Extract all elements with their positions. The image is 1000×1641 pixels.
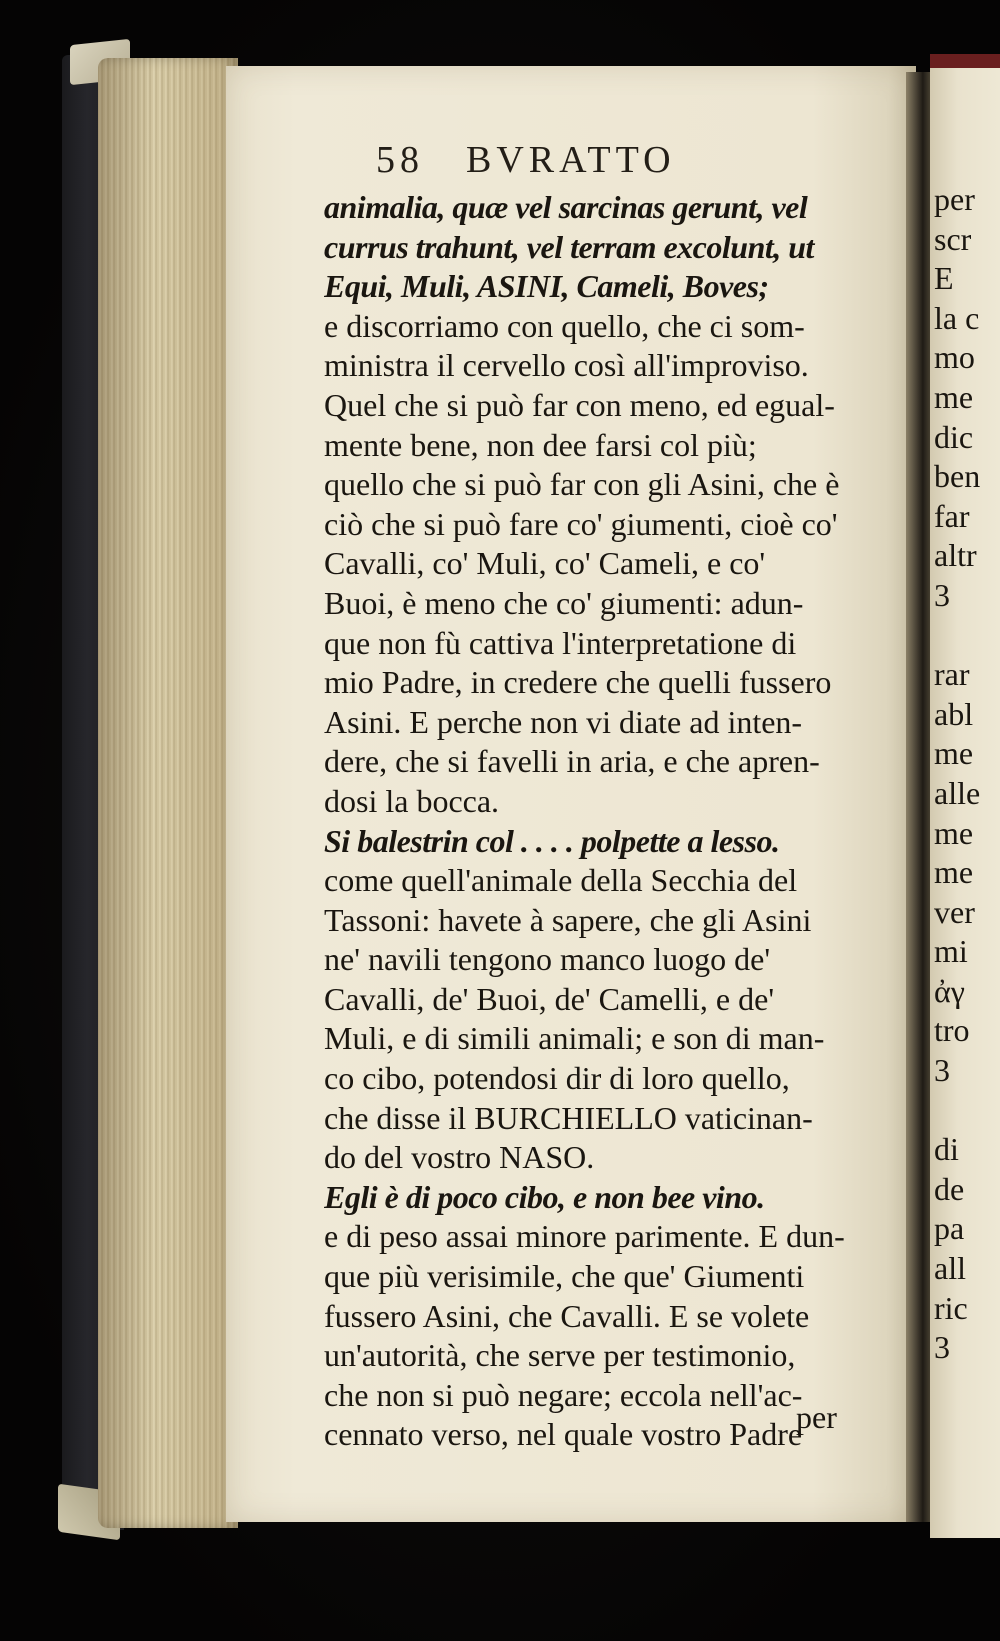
right-text-line: 3 [934, 1052, 950, 1089]
right-text-line: ἀγ [934, 972, 965, 1009]
text-line: ne' navili tengono manco luogo de' [324, 941, 771, 978]
right-text-line: alle [934, 774, 981, 811]
text-line: mente bene, non dee farsi col più; [324, 426, 757, 463]
running-header [376, 138, 676, 182]
text-line: che non si può negare; eccola nell'ac- [324, 1376, 803, 1413]
text-line: Cavalli, de' Buoi, de' Camelli, e de' [324, 980, 775, 1017]
right-text-line: ben [934, 458, 981, 495]
text-line: Buoi, è meno che co' giumenti: adun- [324, 584, 804, 621]
text-line: mio Padre, in credere che quelli fussero [324, 664, 832, 701]
right-text-line: me [934, 735, 974, 772]
text-line: do del vostro NASO. [324, 1139, 595, 1176]
right-text-line [934, 1091, 980, 1131]
left-page [226, 66, 916, 1522]
text-line: dere, che si favelli in aria, e che apren- [324, 743, 820, 780]
right-text-line: scr [934, 220, 972, 257]
text-line: Muli, e di simili animali; e son di man- [324, 1020, 825, 1057]
text-line: Cavalli, co' Muli, co' Cameli, e co' [324, 545, 766, 582]
text-line: cennato verso, nel quale vostro Padre [324, 1416, 803, 1453]
running-head-title: BVRATTO [466, 139, 676, 181]
text-line: come quell'animale della Secchia del [324, 862, 798, 899]
text-line: e di peso assai minore parimente. E dun- [324, 1218, 845, 1255]
text-line: Asini. E perche non vi diate ad inten- [324, 703, 803, 740]
right-text-line: tro [934, 1012, 970, 1049]
right-text-line: me [934, 814, 974, 851]
right-text-line: mo [934, 339, 975, 376]
text-line: animalia, quæ vel sarcinas gerunt, vel [324, 189, 808, 225]
right-text-line: dic [934, 418, 974, 455]
right-text-line: per [934, 181, 975, 217]
right-text-line: de [934, 1170, 965, 1207]
right-text-line: mi [934, 933, 968, 970]
text-line: che disse il BURCHIELLO vaticinan- [324, 1099, 813, 1136]
right-text-line: far [934, 497, 970, 534]
catchword: per [796, 1399, 837, 1435]
text-line: un'autorità, che serve per testimonio, [324, 1337, 796, 1374]
right-text-line: all [934, 1250, 966, 1287]
right-text-line: altr [934, 537, 977, 574]
text-line: dosi la bocca. [324, 782, 500, 819]
right-page-fragment [930, 68, 1000, 1538]
body-text [324, 188, 904, 1455]
page-number: 58 [376, 139, 424, 181]
text-line: Si balestrin col . . . . polpette a lesso. [324, 822, 780, 859]
right-text-line: rar [934, 656, 970, 693]
text-line: que non fù cattiva l'interpretatione di [324, 624, 797, 661]
right-text-line: me [934, 378, 974, 415]
text-line: ministra il cervello così all'improviso. [324, 347, 809, 384]
text-line: que più verisimile, che que' Giumenti [324, 1258, 805, 1295]
text-line: co cibo, potendosi dir di loro quello, [324, 1060, 790, 1097]
text-line: ciò che si può fare co' giumenti, cioè co' [324, 505, 838, 542]
right-text-line: 3 [934, 1329, 950, 1366]
right-text-line: di [934, 1131, 959, 1168]
text-line: currus trahunt, vel terram excolunt, ut [324, 228, 814, 265]
text-line: Egli è di poco cibo, e non bee vino. [324, 1178, 765, 1215]
right-text-line: E [934, 260, 954, 297]
text-line: Tassoni: havete à sapere, che gli Asini [324, 901, 812, 938]
right-text-line [934, 616, 980, 656]
right-text-line: la c [934, 299, 980, 336]
right-text-line: me [934, 854, 974, 891]
text-line: e discorriamo con quello, che ci som- [324, 307, 805, 344]
text-line: Quel che si può far con meno, ed egual- [324, 386, 835, 423]
right-text-line: abl [934, 695, 974, 732]
right-text-line: ric [934, 1289, 968, 1326]
text-line: fussero Asini, che Cavalli. E se volete [324, 1297, 810, 1334]
right-text-line: 3 [934, 576, 950, 613]
right-text-line: pa [934, 1210, 965, 1247]
page-edges [98, 58, 238, 1528]
right-text-line: ver [934, 893, 975, 930]
text-line: quello che si può far con gli Asini, che è [324, 466, 840, 503]
right-page-text [934, 180, 980, 1368]
text-line: Equi, Muli, ASINI, Cameli, Boves; [324, 268, 769, 305]
